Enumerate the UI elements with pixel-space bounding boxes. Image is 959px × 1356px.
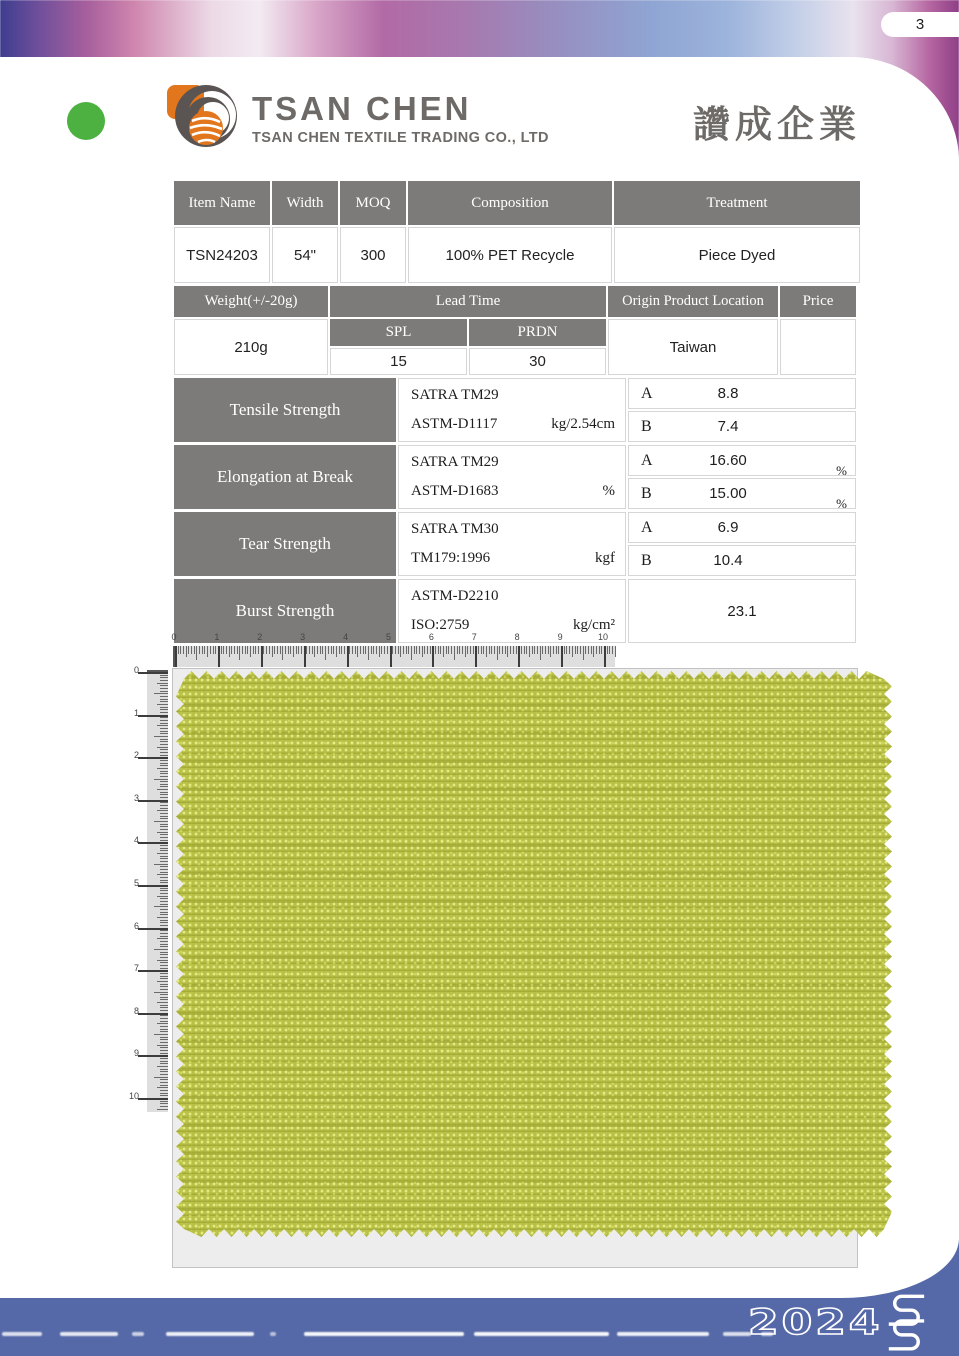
- test-unit: kg/2.54cm: [551, 416, 615, 432]
- green-dot-icon: [67, 102, 105, 140]
- test-unit: kgf: [595, 550, 615, 566]
- page-number: 3: [915, 16, 925, 33]
- test-methods: [398, 378, 626, 442]
- test-unit: %: [602, 483, 615, 499]
- result-key: B: [641, 417, 652, 435]
- method-line-1: SATRA TM29: [411, 454, 499, 470]
- method-line-1: SATRA TM29: [411, 387, 499, 403]
- header-lead-time: Lead Time: [330, 286, 606, 317]
- test-name: Burst Strength: [174, 579, 396, 643]
- value-spl: 15: [330, 348, 467, 375]
- test-methods: [398, 512, 626, 576]
- header-price: Price: [780, 286, 856, 317]
- result-key: A: [641, 518, 653, 536]
- horizontal-ruler: 0 1 2 3 4 5 6 7 8 9 10: [173, 632, 619, 669]
- result-key: B: [641, 484, 652, 502]
- spec-table: [174, 181, 860, 646]
- value-treatment: Piece Dyed: [614, 227, 860, 283]
- fabric-swatch: [176, 671, 892, 1237]
- result-value: 23.1: [727, 602, 757, 620]
- method-line-2: ASTM-D1683: [411, 483, 499, 499]
- header-origin: Origin Product Location: [608, 286, 778, 317]
- value-prdn: 30: [469, 348, 606, 375]
- test-result-b: [628, 478, 856, 509]
- test-row-tear: [174, 512, 860, 576]
- test-result-a: [628, 378, 856, 409]
- method-line-2: ASTM-D1117: [411, 416, 498, 432]
- test-unit: kg/cm²: [573, 617, 615, 633]
- value-width: 54": [272, 227, 338, 283]
- result-value: 10.4: [713, 552, 743, 569]
- result-suffix: %: [836, 495, 847, 511]
- result-key: A: [641, 451, 653, 469]
- header-width: Width: [272, 181, 338, 225]
- result-value: 8.8: [717, 385, 739, 402]
- spec-section-logistics: [174, 286, 860, 375]
- header-composition: Composition: [408, 181, 612, 225]
- header-treatment: Treatment: [614, 181, 860, 225]
- test-result-a: [628, 445, 856, 476]
- header-moq: MOQ: [340, 181, 406, 225]
- method-line-2: TM179:1996: [411, 550, 491, 566]
- season-ss-icon: [884, 1292, 930, 1356]
- test-name: Tear Strength: [174, 512, 396, 576]
- footer-year: 2024: [748, 1303, 883, 1343]
- result-value: 16.60: [709, 452, 747, 469]
- vertical-ruler: 0 1 2 3 4 5 6 7 8 9 10: [126, 666, 168, 1116]
- horizontal-ruler-band: [173, 646, 615, 667]
- test-result-b: [628, 545, 856, 576]
- result-suffix: %: [836, 462, 847, 478]
- header-spl: SPL: [330, 319, 467, 346]
- footer-dashed-line: [0, 1331, 773, 1336]
- result-key: A: [641, 384, 653, 402]
- result-value: 6.9: [717, 519, 739, 536]
- test-methods: [398, 445, 626, 509]
- value-weight: 210g: [174, 319, 328, 375]
- method-line-1: SATRA TM30: [411, 521, 499, 537]
- value-price: [780, 319, 856, 375]
- company-logo-icon: [166, 82, 242, 152]
- page-number-tab: [881, 12, 959, 37]
- company-name-cjk: 讚成企業: [693, 103, 861, 146]
- method-line-1: ASTM-D2210: [411, 588, 499, 604]
- test-name: Elongation at Break: [174, 445, 396, 509]
- header-prdn: PRDN: [469, 319, 606, 346]
- test-result-b: [628, 411, 856, 442]
- test-name: Tensile Strength: [174, 378, 396, 442]
- brand-text-block: [252, 92, 549, 146]
- test-row-elongation: [174, 445, 860, 509]
- value-item-name: TSN24203: [174, 227, 270, 283]
- value-composition: 100% PET Recycle: [408, 227, 612, 283]
- test-result-a: [628, 512, 856, 543]
- result-value: 15.00: [709, 485, 747, 502]
- test-row-tensile: [174, 378, 860, 442]
- result-key: B: [641, 551, 652, 569]
- header-item-name: Item Name: [174, 181, 270, 225]
- company-subtitle: TSAN CHEN TEXTILE TRADING CO., LTD: [252, 129, 549, 146]
- company-name: TSAN CHEN: [252, 90, 472, 127]
- spec-section-general: [174, 181, 860, 283]
- vertical-ruler-band: [147, 670, 168, 1112]
- method-line-2: ISO:2759: [411, 617, 470, 633]
- value-origin: Taiwan: [608, 319, 778, 375]
- value-moq: 300: [340, 227, 406, 283]
- header-weight: Weight(+/-20g): [174, 286, 328, 317]
- test-result-single: [628, 579, 856, 643]
- result-value: 7.4: [717, 418, 739, 435]
